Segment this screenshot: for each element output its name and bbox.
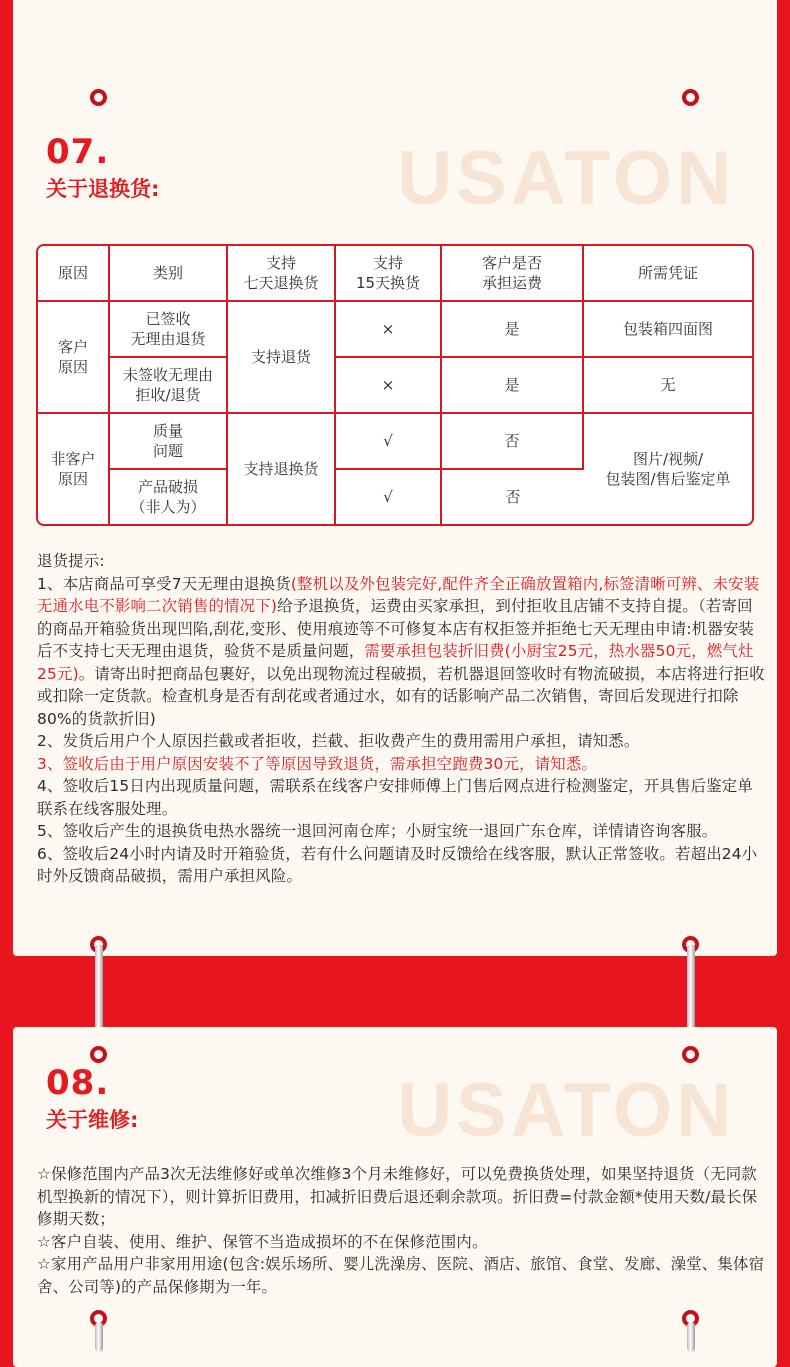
brand-watermark: USATON <box>397 136 735 221</box>
reason-cell: 客户 原因 <box>38 302 110 414</box>
header-cell: 支持 15天换货 <box>336 246 442 302</box>
note-2: 2、发货后用户个人原因拦截或者拒收，拦截、拒收费产生的费用需用户承担，请知悉。 <box>37 732 640 750</box>
note-highlight: 需要承担包装折旧费(小厨宝25元，热水器50元，燃气灶25元) <box>37 642 754 683</box>
header-cell: 所需凭证 <box>584 246 752 302</box>
freight-cell: 是 <box>442 302 584 358</box>
support15-cell: × <box>336 358 442 414</box>
note-text: 。请寄出时把商品包裹好，以免出现物流过程破损，若机器退回签收时有物流破损，本店将进行拒收或扣除一定货款。检查机身是否有刮花或者通过水，如有的话影响产品二次销售，寄回后发现进行扣除80%的货款折旧) <box>37 664 765 728</box>
table-row <box>38 358 752 414</box>
support7-cell: 支持退货 <box>228 302 336 414</box>
return-notes <box>37 550 767 888</box>
hook-bottom-left <box>95 1322 103 1352</box>
ring-icon <box>682 89 699 106</box>
repair-item: ☆家用产品用户非家用用途(包含:娱乐场所、婴儿洗澡房、医院、酒店、旅馆、食堂、发廊、澡堂、集体宿舍、公司等)的产品保修期为一年。 <box>37 1255 765 1296</box>
proof-cell: 包装箱四面图 <box>584 302 752 358</box>
notes-title: 退货提示: <box>37 552 105 570</box>
repair-item: ☆保修范围内产品3次无法维修好或单次维修3个月未维修好，可以免费换货处理，如果坚持退货（无同款机型换新的情况下），则计算折旧费用，扣减折旧费后退还剩余款项。折旧费=付款金额*使用天数/最长保修期天数； <box>37 1165 758 1228</box>
category-cell: 质量 问题 <box>110 414 228 470</box>
section-number: 08. <box>46 1063 110 1103</box>
section-title: 关于退换货: <box>46 177 160 201</box>
freight-cell: 否 <box>442 414 584 470</box>
note-highlight: (整机以及外包装完好,配件齐全正确放置箱内,标签清晰可辨、未安装无通水电不影响二次销售的情况下) <box>37 574 760 615</box>
note-5: 5、签收后产生的退换货电热水器统一退回河南仓库；小厨宝统一退回广东仓库，详情请咨询客服。 <box>37 822 718 840</box>
category-cell: 产品破损 （非人为） <box>110 470 228 524</box>
proof-cell: 无 <box>584 358 752 414</box>
brand-watermark: USATON <box>397 1068 735 1153</box>
table-row <box>38 302 752 358</box>
freight-cell: 否 <box>505 488 521 506</box>
return-policy-card <box>13 0 777 956</box>
table-header-row <box>38 246 752 302</box>
note-1 <box>37 573 767 731</box>
support15-cell: √ <box>336 470 442 524</box>
proof-cell: 图片/视频/ 包装图/售后鉴定单 <box>605 450 731 488</box>
repair-notes <box>37 1163 767 1298</box>
ring-icon <box>90 1046 107 1063</box>
note-4: 4、签收后15日内出现质量问题，需联系在线客户安排师傅上门售后网点进行检测鉴定，开具售后鉴定单联系在线客服处理。 <box>37 777 753 818</box>
ring-icon <box>682 1046 699 1063</box>
repair-item: ☆客户自装、使用、维护、保管不当造成损坏的不在保修范围内。 <box>37 1232 488 1251</box>
note-3: 3、签收后由于用户原因安装不了等原因导致退货，需承担空跑费30元，请知悉。 <box>37 754 598 773</box>
ring-icon <box>90 89 107 106</box>
header-cell: 类别 <box>110 246 228 302</box>
table-row <box>38 414 752 470</box>
header-cell: 原因 <box>38 246 110 302</box>
note-6: 6、签收后24小时内请及时开箱验货，若有什么问题请及时反馈给在线客服，默认正常签收。若超出24小时外反馈商品破损，需用户承担风险。 <box>37 844 758 885</box>
header-cell: 客户是否 承担运费 <box>442 246 584 302</box>
note-text: 1、本店商品可享受7天无理由退换货 <box>37 574 291 593</box>
support15-cell: × <box>336 302 442 358</box>
header-cell: 支持 七天退换货 <box>228 246 336 302</box>
support7-cell: 支持退换货 <box>228 414 336 524</box>
hook-bottom-right <box>687 1322 695 1352</box>
category-cell: 已签收 无理由退货 <box>110 302 228 358</box>
return-policy-table <box>36 244 754 526</box>
repair-policy-card <box>13 1027 777 1367</box>
support15-cell: √ <box>336 414 442 470</box>
note-text: 给予退换货，运费由买家承担，到付拒收且店铺不支持自提。（若寄回的商品开箱验货出现凹陷,刮花,变形、使用痕迹等不可修复本店有权拒签并拒绝七天无理由申请:机器安装后不支持七天无理由退货，验货不是质量问题， <box>37 597 755 660</box>
reason-cell: 非客户 原因 <box>38 414 110 524</box>
section-title: 关于维修: <box>46 1108 139 1132</box>
category-cell: 未签收无理由 拒收/退货 <box>110 358 228 414</box>
freight-cell: 是 <box>442 358 584 414</box>
section-number: 07. <box>46 132 110 172</box>
